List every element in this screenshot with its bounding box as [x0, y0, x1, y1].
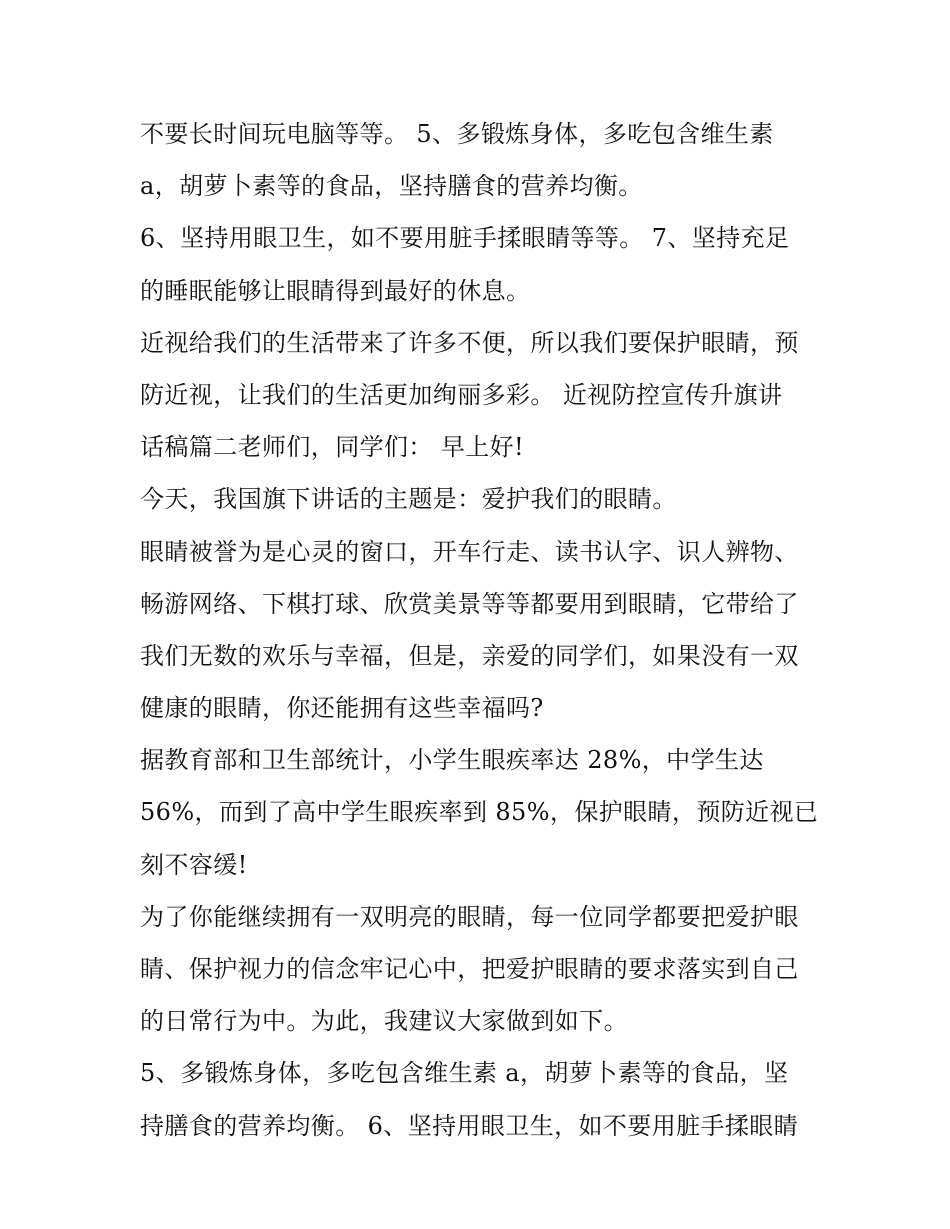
text-line: a，胡萝卜素等的食品，坚持膳食的营养均衡。	[140, 172, 643, 201]
text-line: 为了你能继续拥有一双明亮的眼睛，每一位同学都要把爱护眼	[140, 902, 799, 931]
text-line: 畅游网络、下棋打球、欣赏美景等等都要用到眼睛，它带给了	[140, 589, 799, 618]
text-line: 刻不容缓!	[140, 850, 248, 879]
text-line: 5、多锻炼身体，多吃包含维生素 a，胡萝卜素等的食品，坚	[140, 1059, 789, 1088]
text-line: 我们无数的欢乐与幸福，但是，亲爱的同学们，如果没有一双	[140, 641, 799, 670]
text-line: 的日常行为中。为此，我建议大家做到如下。	[140, 1007, 628, 1036]
text-line: 健康的眼睛，你还能拥有这些幸福吗?	[140, 694, 544, 723]
text-line: 近视给我们的生活带来了许多不便，所以我们要保护眼睛，预	[140, 328, 799, 357]
text-line: 今天，我国旗下讲话的主题是：爱护我们的眼睛。	[140, 485, 677, 514]
text-line: 不要长时间玩电脑等等。 5、多锻炼身体，多吃包含维生素	[140, 120, 774, 148]
text-line: 眼睛被誉为是心灵的窗口，开车行走、读书认字、识人辨物、	[140, 537, 799, 566]
text-line: 话稿篇二老师们，同学们： 早上好!	[140, 433, 525, 462]
text-line: 防近视，让我们的生活更加绚丽多彩。 近视防控宣传升旗讲	[140, 380, 783, 409]
text-line: 据教育部和卫生部统计，小学生眼疾率达 28%，中学生达	[140, 746, 764, 775]
text-line: 56%，而到了高中学生眼疾率到 85%，保护眼睛，预防近视已	[140, 798, 819, 827]
document-body	[140, 108, 830, 1152]
text-line: 持膳食的营养均衡。 6、坚持用眼卫生，如不要用脏手揉眼睛	[140, 1111, 799, 1140]
text-line: 6、坚持用眼卫生，如不要用脏手揉眼睛等等。 7、坚持充足	[140, 224, 790, 253]
text-line: 的睡眠能够让眼睛得到最好的休息。	[140, 276, 531, 305]
text-line: 睛、保护视力的信念牢记心中，把爱护眼睛的要求落实到自己	[140, 955, 799, 983]
